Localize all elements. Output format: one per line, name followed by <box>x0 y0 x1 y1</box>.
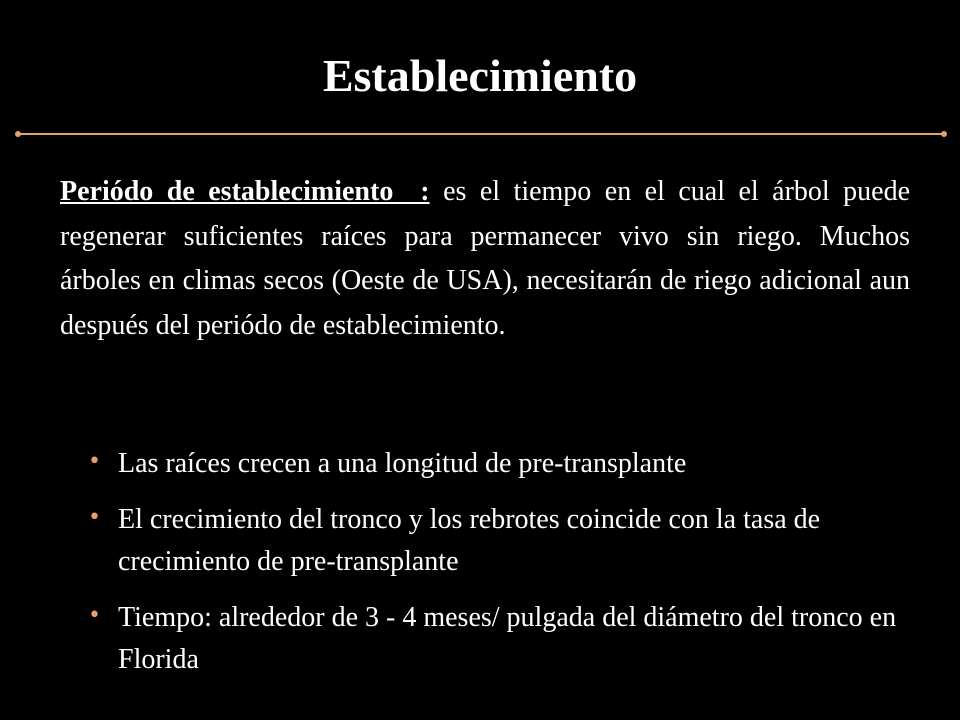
divider-left-dot <box>15 131 21 137</box>
bullet-icon: • <box>88 505 101 530</box>
title-divider <box>18 133 944 135</box>
slide-title: Establecimiento <box>322 50 638 101</box>
definition-paragraph <box>60 170 910 348</box>
bullet-text: Las raíces crecen a una longitud de pre-transplante <box>118 448 687 479</box>
bullet-item <box>88 597 918 681</box>
bullet-icon: • <box>88 603 101 628</box>
bullet-item <box>88 443 918 485</box>
bullet-text: Tiempo: alrededor de 3 - 4 meses/ pulgada del diámetro del tronco en Florida <box>118 602 897 675</box>
definition-text: es el tiempo en el cual el árbol puede regenerar suficientes raíces para permanecer vivo sin riego. Muchos árboles en climas secos (Oeste de USA), necesitarán de riego adicional aun después del periódo de establecimiento. <box>60 176 910 341</box>
bullet-list <box>88 443 918 695</box>
divider-right-dot <box>941 131 947 137</box>
definition-term: Periódo de establecimiento : <box>60 176 430 207</box>
bullet-item <box>88 499 918 583</box>
bullet-text: El crecimiento del tronco y los rebrotes coincide con la tasa de crecimiento de pre-transplante <box>118 504 821 577</box>
bullet-icon: • <box>88 449 101 474</box>
